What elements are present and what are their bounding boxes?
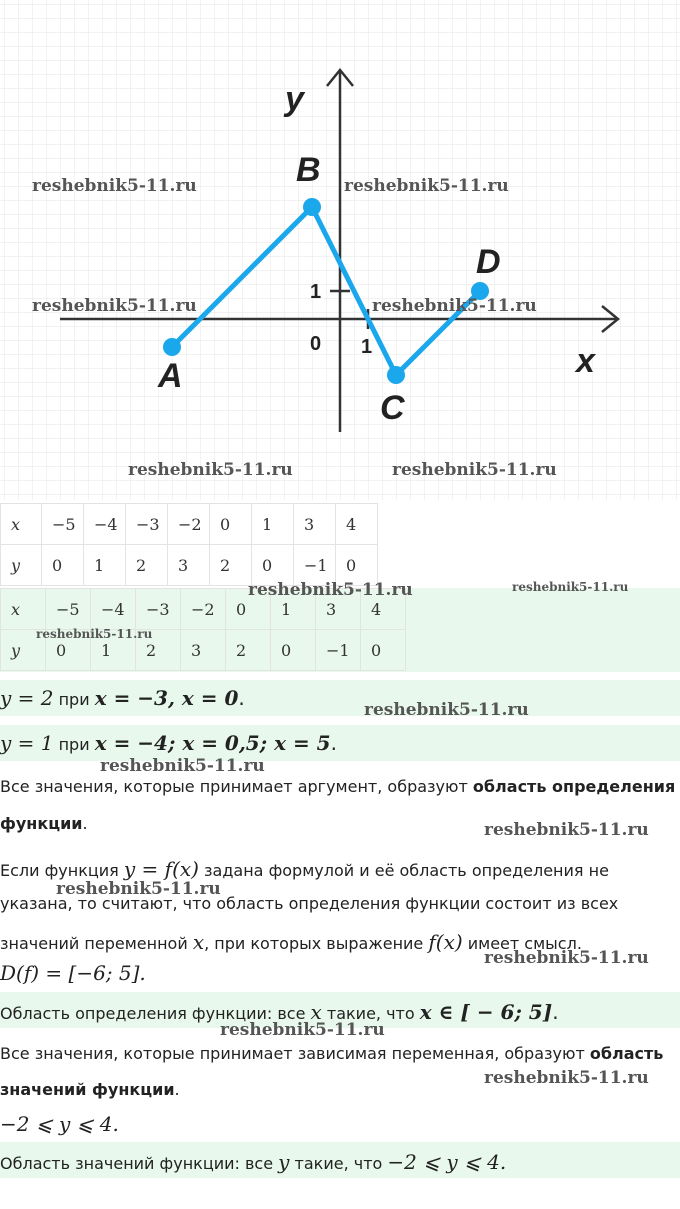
term-bold: значений функции xyxy=(0,1080,175,1099)
table-cell: −4 xyxy=(84,504,126,545)
values-table-1 xyxy=(0,503,378,586)
math-expr: x = −3, x = 0 xyxy=(94,686,239,710)
table-cell: −3 xyxy=(126,504,168,545)
table-cell: −2 xyxy=(168,504,210,545)
table-header-y: y xyxy=(1,630,46,671)
answer-range xyxy=(0,1150,506,1174)
table-header-y: y xyxy=(1,545,42,586)
math-expr: x xyxy=(310,1000,322,1024)
x-tick-label: 1 xyxy=(361,336,373,358)
table-cell: 2 xyxy=(126,545,168,586)
point-label-d: D xyxy=(476,243,501,281)
table-cell: −1 xyxy=(294,545,336,586)
table-cell: 0 xyxy=(271,630,316,671)
table-cell: 0 xyxy=(336,545,378,586)
paragraph-line xyxy=(0,857,609,881)
table-cell: 2 xyxy=(226,630,271,671)
table-header-x: x xyxy=(1,504,42,545)
watermark: reshebnik5-11.ru xyxy=(248,580,413,600)
table-cell: 2 xyxy=(210,545,252,586)
table-cell: 3 xyxy=(181,630,226,671)
table-cell: 1 xyxy=(252,504,294,545)
watermark: reshebnik5-11.ru xyxy=(100,756,265,776)
table-row-x xyxy=(1,504,378,545)
watermark: reshebnik5-11.ru xyxy=(372,296,537,316)
table-cell: −5 xyxy=(46,589,91,630)
point-label-a: A xyxy=(158,357,183,395)
table-cell: 1 xyxy=(91,630,136,671)
math-expr: x = −4; x = 0,5; x = 5 xyxy=(94,731,331,755)
watermark: reshebnik5-11.ru xyxy=(32,296,197,316)
table-cell: 3 xyxy=(316,589,361,630)
table-cell: 2 xyxy=(136,630,181,671)
table-cell: 1 xyxy=(271,589,316,630)
text: при xyxy=(53,735,95,754)
definition-range-cont: значений функции. xyxy=(0,1080,180,1099)
table-cell: 4 xyxy=(361,589,406,630)
text: Все значения, которые принимает аргумент, образуют xyxy=(0,777,473,796)
range-formula: −2 ⩽ y ⩽ 4. xyxy=(0,1112,119,1136)
watermark: reshebnik5-11.ru xyxy=(484,948,649,968)
domain-formula: D(f) = [−6; 5]. xyxy=(0,961,146,985)
math-expr: x xyxy=(192,930,205,954)
watermark: reshebnik5-11.ru xyxy=(392,460,557,480)
x-axis-label: x xyxy=(576,342,595,380)
term-bold: функции xyxy=(0,814,83,833)
math-expr: y = 1 xyxy=(0,731,54,755)
table-cell: −1 xyxy=(316,630,361,671)
table-cell: 0 xyxy=(46,630,91,671)
point-label-c: C xyxy=(380,389,405,427)
text: Все значения, которые принимает зависимая переменная, образуют xyxy=(0,1044,590,1063)
watermark: reshebnik5-11.ru xyxy=(56,879,221,899)
point-a xyxy=(163,338,181,356)
table-cell: 4 xyxy=(336,504,378,545)
text: такие, что xyxy=(289,1154,388,1173)
text: , при которых выражение xyxy=(204,934,429,953)
table-cell: −2 xyxy=(181,589,226,630)
math-expr: y = f(x) xyxy=(123,857,199,881)
watermark: reshebnik5-11.ru xyxy=(32,176,197,196)
watermark: reshebnik5-11.ru xyxy=(36,627,153,641)
math-expr: f(x) xyxy=(428,930,463,954)
table-cell: 0 xyxy=(42,545,84,586)
table-cell: −5 xyxy=(42,504,84,545)
text: Область значений функции: все xyxy=(0,1154,279,1173)
text: указана, то считают, что область определения функции состоит из всех xyxy=(0,894,619,913)
table-cell: 0 xyxy=(226,589,271,630)
answer-y2: y = 2 при x = −3, x = 0. xyxy=(0,686,245,710)
point-b xyxy=(303,198,321,216)
watermark: reshebnik5-11.ru xyxy=(220,1020,385,1040)
table-cell: 0 xyxy=(361,630,406,671)
table-cell: 0 xyxy=(252,545,294,586)
math-expr: y = 2 xyxy=(0,686,54,710)
math-expr: −2 ⩽ y ⩽ 4. xyxy=(387,1150,507,1174)
table-cell: −3 xyxy=(136,589,181,630)
point-c xyxy=(387,366,405,384)
function-graph xyxy=(0,0,680,500)
math-expr: y xyxy=(278,1150,290,1174)
point-label-b: B xyxy=(296,151,321,189)
y-tick-label: 1 xyxy=(310,281,322,303)
answer-domain: Область определения функции: все x такие, что x ∈ [ − 6; 5]. xyxy=(0,1000,559,1024)
table-cell: 0 xyxy=(210,504,252,545)
text: имеет смысл. xyxy=(462,934,582,953)
table-cell: 3 xyxy=(294,504,336,545)
y-axis-label: y xyxy=(285,80,304,118)
text: Область определения функции: все xyxy=(0,1004,311,1023)
term-bold: область определения xyxy=(472,777,676,796)
table-cell: 1 xyxy=(84,545,126,586)
text: Если функция xyxy=(0,861,124,880)
text: такие, что xyxy=(321,1004,420,1023)
text: задана формулой и её область определения не xyxy=(198,861,609,880)
watermark: reshebnik5-11.ru xyxy=(128,460,293,480)
definition-range xyxy=(0,1044,663,1063)
watermark: reshebnik5-11.ru xyxy=(364,700,529,720)
definition-domain-cont: функции. xyxy=(0,814,88,833)
watermark: reshebnik5-11.ru xyxy=(484,820,649,840)
table-cell: 3 xyxy=(168,545,210,586)
watermark: reshebnik5-11.ru xyxy=(344,176,509,196)
text: значений переменной xyxy=(0,934,193,953)
origin-label: 0 xyxy=(310,333,322,355)
answer-y1: y = 1 при x = −4; x = 0,5; x = 5. xyxy=(0,731,337,755)
watermark: reshebnik5-11.ru xyxy=(484,1068,649,1088)
table-header-x: x xyxy=(1,589,46,630)
math-expr: x ∈ [ − 6; 5] xyxy=(419,1000,553,1024)
text: при xyxy=(53,690,95,709)
watermark: reshebnik5-11.ru xyxy=(512,580,629,594)
term-bold: область xyxy=(589,1044,664,1063)
definition-domain xyxy=(0,777,675,796)
table-cell: −4 xyxy=(91,589,136,630)
